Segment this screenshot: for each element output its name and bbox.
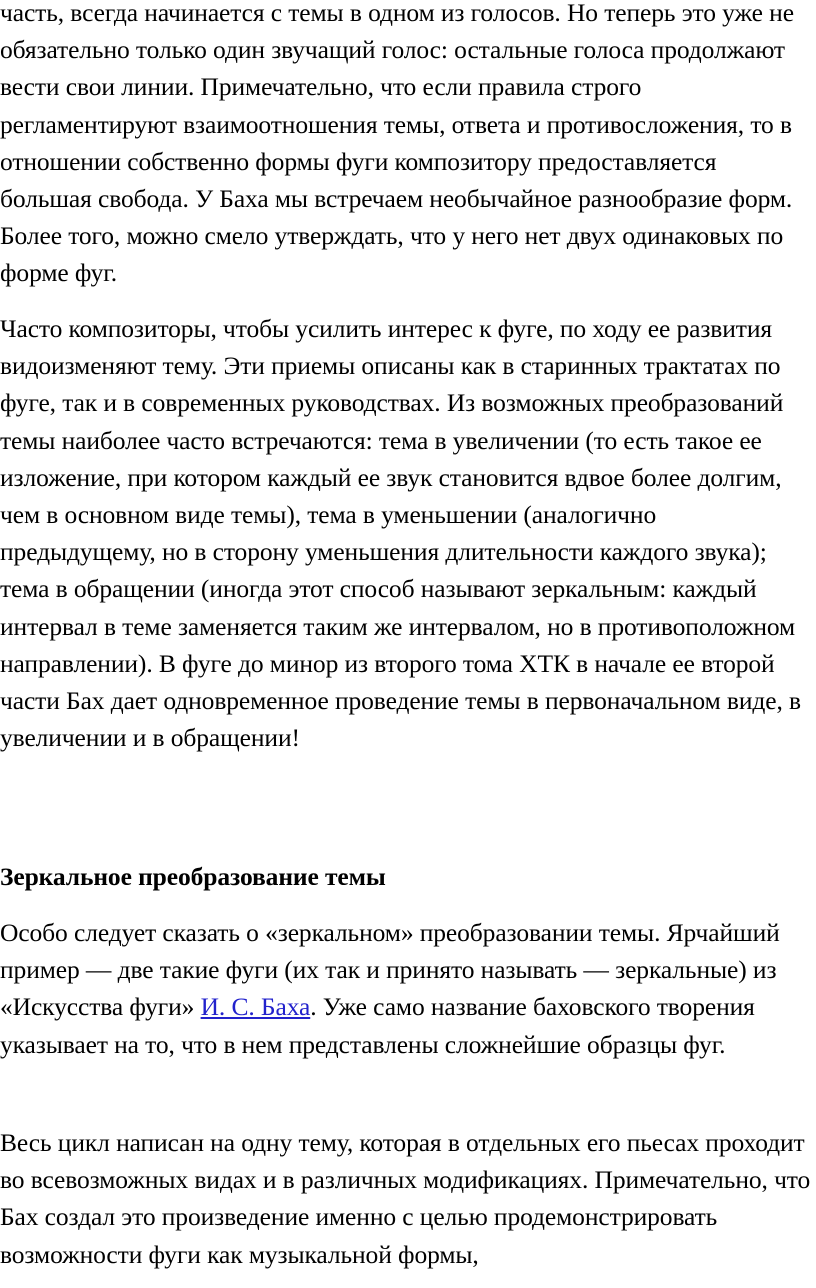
paragraph-text-before-link: Особо следует сказать о «зеркальном» преобразовании темы. Ярчайший пример — две такие фуги (их так и принято называть — зеркальные) из «Искусства фуги» — [0, 918, 780, 1022]
paragraph-text-after-link: . Уже само название баховского творения указывает на то, что в нем представлены сложнейшие образцы фуг. — [0, 992, 755, 1059]
paragraph-mirror-fugues — [0, 914, 812, 1063]
paragraph-fugue-form: часть, всегда начинается с темы в одном из голосов. Но теперь это уже не обязательно только один звучащий голос: остальные голоса продолжают вести свои линии. Примечательно, что если правила строго регламентируют взаимоотношения темы, ответа и противосложения, то в отношении собственно формы фуги композитору предоставляется большая свобода. У Баха мы встречаем необычайное разнообразие форм. Более того, можно смело утверждать, что у него нет двух одинаковых по форме фуг. — [0, 0, 794, 288]
section-heading: Зеркальное преобразование темы — [0, 862, 386, 891]
paragraph-theme-transformations: Часто композиторы, чтобы усилить интерес к фуге, по ходу ее развития видоизменяют тему. Эти приемы описаны как в старинных трактатах по фуге, так и в современных руководствах. Из возможных преобразований темы наиболее часто встречаются: тема в увеличении (то есть такое ее изложение, при котором каждый ее звук становится вдвое более долгим, чем в основном виде темы), тема в уменьшении (аналогично предыдущему, но в сторону уменьшения длительности каждого звука); тема в обращении (иногда этот способ называют зеркальным: каждый интервал в теме заменяется таким же интервалом, но в противоположном направлении). В фуге до минор из второго тома ХТК в начале ее второй части Бах дает одновременное проведение темы в первоначальном виде, в увеличении и в обращении! — [0, 314, 801, 753]
paragraph-cycle-description: Весь цикл написан на одну тему, которая в отдельных его пьесах проходит во всевозможных видах и в различных модификациях. Примечательно, что Бах создал это произведение именно с целью продемонстрировать возможности фуги как музыкальной формы, — [0, 1128, 811, 1269]
bach-link[interactable]: И. С. Баха — [200, 992, 311, 1022]
